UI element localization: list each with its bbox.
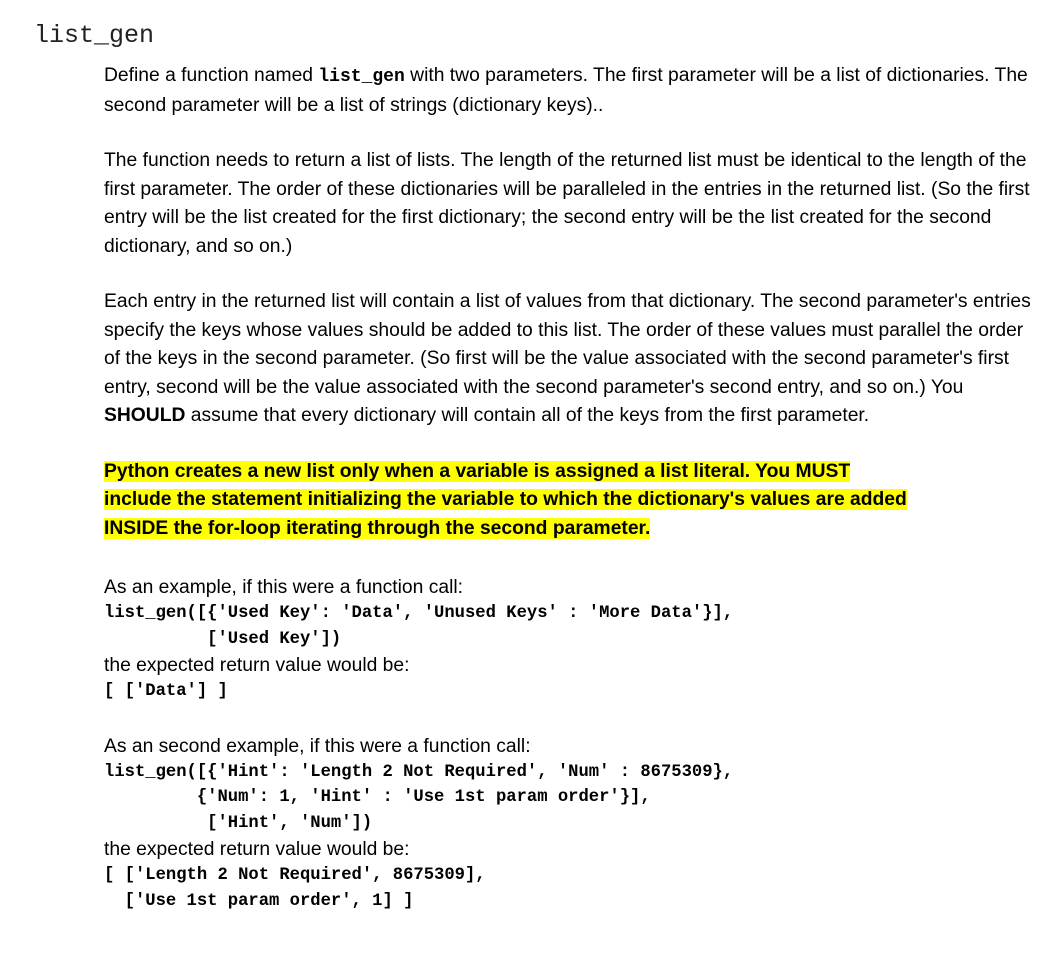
return-description-paragraph: The function needs to return a list of lists. The length of the returned list must be identical to the length of the first parameter. The order of these dictionaries will be paralleled in the entries in the returned list. (So the first entry will be the list created for the first dictionary; the second entry will be the list created for the second dictionary, and so on.) xyxy=(104,150,1030,257)
example-2-call-line-3: ['Hint', 'Num']) xyxy=(104,813,373,833)
function-name-code: list_gen xyxy=(318,67,405,87)
example-2-call-line-2: {'Num': 1, 'Hint' : 'Use 1st param order'}], xyxy=(104,788,651,807)
example-1-call-line-2: ['Used Key']) xyxy=(104,629,342,649)
example-2-result-line-1: [ ['Length 2 Not Required', 8675309], xyxy=(104,866,486,885)
intro-paragraph xyxy=(104,62,1034,120)
example-2-call-line-1: list_gen([{'Hint': 'Length 2 Not Required', 'Num' : 8675309}, xyxy=(104,762,734,782)
highlighted-warning xyxy=(104,458,1034,544)
page-title: list_gen xyxy=(34,21,155,50)
example-1-call-line-1: list_gen([{'Used Key': 'Data', 'Unused Keys' : 'More Data'}], xyxy=(104,604,734,623)
problem-description xyxy=(104,62,1034,914)
entry-description-paragraph xyxy=(104,288,1034,431)
example-1-result-line-1: [ ['Data'] ] xyxy=(104,682,228,701)
example-2-result-line-2: ['Use 1st param order', 1] ] xyxy=(104,891,414,911)
example-2 xyxy=(104,733,1034,915)
should-emphasis: SHOULD xyxy=(104,405,186,426)
warning-line-1: Python creates a new list only when a variable is assigned a list literal. You MUST xyxy=(104,460,851,482)
example-1-intro: As an example, if this were a function call: xyxy=(104,577,464,598)
example-2-intro: As an second example, if this were a function call: xyxy=(104,735,531,757)
entry-text-before: Each entry in the returned list will contain a list of values from that dictionary. The second parameter's entries specify the keys whose values should be added to this list. The order of these values must parallel the order of the keys in the second parameter. (So first will be the value associated with the second parameter's first entry, second will be the value associated with the second parameter's second entry, and so on.) You xyxy=(104,291,1031,398)
intro-text-after: with two parameters. The first parameter will be a list of dictionaries. The second parameter will be a list of strings (dictionary keys).. xyxy=(104,65,1028,116)
example-2-result-label: the expected return value would be: xyxy=(104,839,410,860)
warning-line-3: INSIDE the for-loop iterating through the second parameter. xyxy=(104,517,651,539)
entry-text-after: assume that every dictionary will contain all of the keys from the first parameter. xyxy=(185,405,870,426)
example-1-result-label: the expected return value would be: xyxy=(104,655,410,676)
warning-line-2: include the statement initializing the variable to which the dictionary's values are added xyxy=(104,489,907,510)
example-1 xyxy=(104,574,1034,705)
intro-text-before: Define a function named xyxy=(104,65,319,86)
